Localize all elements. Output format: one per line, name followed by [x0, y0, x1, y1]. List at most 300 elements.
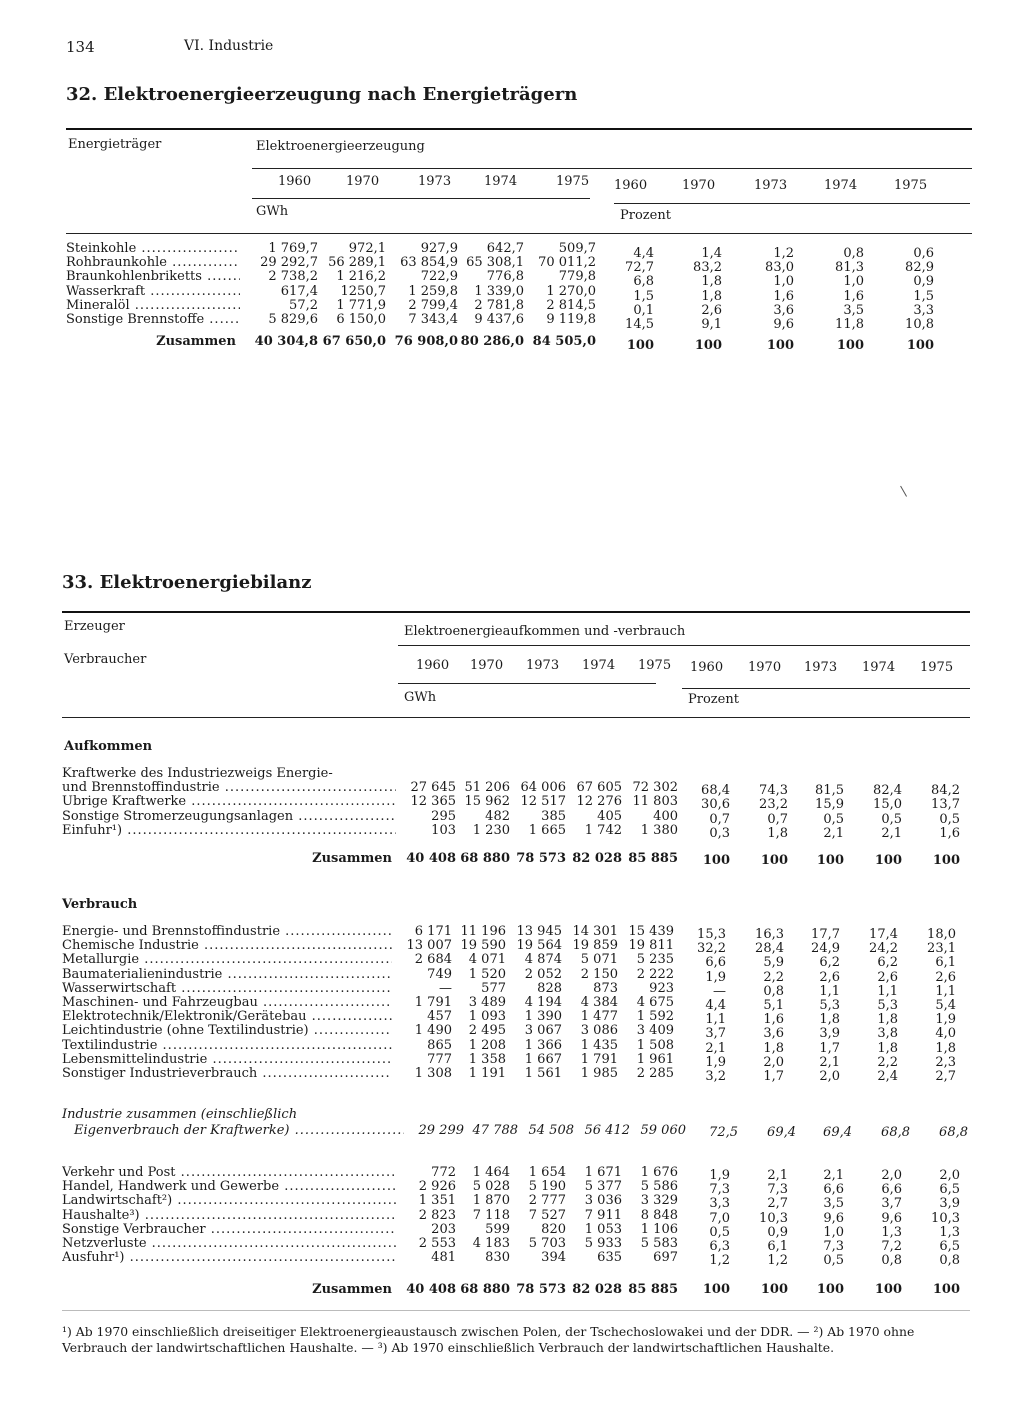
cell-7: 1,0 — [773, 274, 794, 290]
cell-1: 47 788 — [472, 1123, 518, 1138]
cell-6: 74,3 — [759, 783, 788, 799]
table-row — [62, 767, 960, 781]
table-33-other-consumers — [62, 1166, 960, 1298]
cell-2: 4 194 — [524, 995, 562, 1011]
cell-1: 1250,7 — [340, 283, 386, 299]
cell-2: 64 006 — [520, 780, 566, 796]
cell-2: 1 667 — [524, 1051, 562, 1067]
cell-9: 2,6 — [935, 969, 956, 985]
cell-1 — [456, 767, 510, 781]
t32-years-year-2: 1973 — [418, 174, 452, 189]
t32-years-year-6: 1970 — [682, 178, 716, 193]
table-33-header-bottom-rule — [62, 717, 970, 718]
row-label: Chemische Industrie ..... — [62, 939, 392, 953]
cell-2: 394 — [541, 1250, 566, 1266]
table-row — [62, 1024, 956, 1038]
cell-8: 9,6 — [881, 1210, 902, 1226]
cell-9: 100 — [932, 1282, 960, 1298]
cell-5: 6,6 — [705, 955, 726, 971]
cell-4: 72 302 — [632, 780, 678, 796]
cell-3: 1 435 — [580, 1037, 618, 1053]
cell-6: 100 — [760, 1282, 788, 1298]
cell-9: 0,8 — [939, 1253, 960, 1269]
cell-3: 1 477 — [580, 1009, 618, 1025]
cell-3: 1 671 — [584, 1165, 622, 1180]
cell-1: 1 520 — [468, 966, 506, 982]
table-row — [66, 335, 934, 349]
cell-6: 83,2 — [693, 260, 722, 276]
t33-years-year-2: 1973 — [526, 658, 560, 673]
table-row — [62, 1251, 960, 1265]
row-label: Energie- und Brennstoffindustrie ..... — [62, 925, 392, 939]
cell-0: 12 365 — [410, 794, 456, 810]
cell-8: 2,1 — [881, 825, 902, 841]
cell-8: 1,8 — [877, 1040, 898, 1056]
cell-2: 1 390 — [524, 1009, 562, 1025]
cell-8: 1,0 — [843, 274, 864, 290]
cell-9: 84,2 — [931, 783, 960, 799]
chapter-title: VI. Industrie — [184, 38, 274, 54]
t32-years-year-5: 1960 — [614, 178, 648, 193]
cell-7: 100 — [766, 338, 794, 354]
cell-3: 1 742 — [584, 822, 622, 838]
cell-0: 2 823 — [418, 1207, 456, 1223]
cell-2: 1 665 — [528, 822, 566, 838]
cell-0: 1 769,7 — [268, 241, 318, 256]
cell-3: 1 985 — [580, 1066, 618, 1082]
cell-4: 5 586 — [640, 1179, 678, 1195]
table-row — [62, 953, 956, 967]
cell-8: 5,3 — [877, 998, 898, 1014]
cell-8: 68,8 — [881, 1125, 910, 1140]
row-label: und Brennstoffindustrie ..... — [62, 781, 396, 795]
row-label: Baumaterialienindustrie ..... — [62, 968, 392, 982]
row-label: Textilindustrie ..... — [62, 1039, 392, 1053]
cell-3: 12 276 — [576, 794, 622, 810]
cell-6: 0,8 — [763, 983, 784, 999]
table-33-year-rule-left — [398, 683, 656, 684]
cell-5: 0,7 — [709, 811, 730, 827]
cell-3: 5 377 — [584, 1179, 622, 1195]
cell-2: 927,9 — [420, 241, 458, 256]
table-33-top-rule — [62, 611, 970, 613]
industrie-zusammen-label-1: Industrie zusammen (einschließlich — [62, 1107, 298, 1122]
cell-2: 1 259,8 — [408, 283, 458, 299]
cell-5: — — [713, 983, 726, 999]
table-row — [62, 1237, 960, 1251]
cell-5: 68,4 — [701, 783, 730, 799]
row-label: Handel, Handwerk und Gewerbe ..... — [62, 1180, 396, 1194]
table-33-unit-gwh: GWh — [404, 690, 437, 705]
cell-5: 72,7 — [625, 260, 654, 276]
cell-9: 1,6 — [939, 825, 960, 841]
t33-years-year-1: 1970 — [470, 658, 504, 673]
page-number: 134 — [66, 38, 95, 56]
cell-6: 23,2 — [759, 797, 788, 813]
cell-9: 2,7 — [935, 1069, 956, 1085]
cell-5: 3,2 — [705, 1069, 726, 1085]
cell-0: 1 308 — [414, 1066, 452, 1082]
table-32-stub-header: Energieträger — [68, 137, 162, 152]
cell-5: 1,5 — [633, 288, 654, 304]
cell-4: 1 592 — [636, 1009, 674, 1025]
t33-years-year-5: 1960 — [690, 660, 724, 675]
cell-9: 6,1 — [935, 955, 956, 971]
cell-2: 63 854,9 — [400, 255, 458, 271]
table-33-aufkommen — [62, 767, 960, 869]
cell-1: 56 289,1 — [328, 255, 386, 271]
cell-3 — [566, 767, 622, 781]
footnote-line-1: ¹) Ab 1970 einschließlich dreiseitiger Elektroenergieaustausch zwischen Polen, der Tschechoslowakei und der DDR. — ²) Ab 1970 ohne — [62, 1324, 915, 1339]
cell-3: 80 286,0 — [460, 334, 524, 350]
cell-7: 3,9 — [819, 1026, 840, 1042]
cell-9: 3,3 — [913, 302, 934, 318]
cell-4: 1 380 — [640, 822, 678, 838]
row-label: Kraftwerke des Industriezweigs Energie- — [62, 767, 333, 781]
cell-7: 7,3 — [823, 1239, 844, 1255]
cell-1: 1 870 — [472, 1193, 510, 1209]
cell-7: 9,6 — [773, 317, 794, 333]
cell-9: 82,9 — [905, 260, 934, 276]
cell-0: 1 351 — [418, 1193, 456, 1209]
cell-7: 2,1 — [819, 1054, 840, 1070]
cell-7: 3,5 — [823, 1196, 844, 1212]
cell-4: 2 222 — [636, 966, 674, 982]
cell-9: 1,8 — [935, 1040, 956, 1056]
cell-2: 7 343,4 — [408, 312, 458, 328]
table-33-group-header: Elektroenergieaufkommen und -verbrauch — [404, 624, 686, 639]
cell-1: 5 028 — [472, 1179, 510, 1195]
cell-1: 1 771,9 — [336, 297, 386, 313]
cell-6: 3,6 — [763, 1026, 784, 1042]
row-label: Rohbraunkohle ..... — [66, 256, 240, 270]
cell-9: 18,0 — [927, 927, 956, 942]
row-label: Ausfuhr¹) ..... — [62, 1251, 396, 1265]
cell-0: 57,2 — [289, 297, 318, 313]
cell-4: 5 235 — [636, 952, 674, 968]
cell-6: 100 — [694, 338, 722, 354]
cell-3: 642,7 — [486, 241, 524, 256]
cell-1: 1 216,2 — [336, 269, 386, 285]
cell-9: 13,7 — [931, 797, 960, 813]
cell-3: 405 — [597, 808, 622, 824]
row-label: Mineralöl ..... — [66, 299, 240, 313]
cell-8: 7,2 — [881, 1239, 902, 1255]
t32-years-year-8: 1974 — [824, 178, 858, 193]
cell-3: 82 028 — [572, 1282, 622, 1298]
cell-5: 3,3 — [709, 1196, 730, 1212]
cell-2: 76 908,0 — [394, 334, 458, 350]
row-label: Metallurgie ..... — [62, 953, 392, 967]
cell-2: 19 564 — [516, 938, 562, 954]
cell-6: 0,7 — [767, 811, 788, 827]
cell-8: 2,2 — [877, 1054, 898, 1070]
cell-7: 1,7 — [819, 1040, 840, 1056]
table-row — [62, 1053, 956, 1067]
cell-3: 1 053 — [584, 1221, 622, 1237]
cell-5: 6,8 — [633, 274, 654, 290]
cell-0: 40 408 — [406, 1282, 456, 1298]
cell-2: 2 777 — [528, 1193, 566, 1209]
cell-7 — [788, 770, 844, 784]
cell-8: 1,1 — [877, 983, 898, 999]
cell-4: 509,7 — [558, 241, 596, 256]
cell-9 — [902, 770, 960, 784]
cell-0: 865 — [427, 1037, 452, 1053]
row-label: Zusammen — [312, 852, 392, 867]
cell-2: 1 366 — [524, 1037, 562, 1053]
cell-7: 81,5 — [815, 783, 844, 799]
t33-years-year-7: 1973 — [804, 660, 838, 675]
table-row — [62, 1166, 960, 1180]
cell-5: 1,9 — [705, 969, 726, 985]
cell-8: 82,4 — [873, 783, 902, 799]
cell-8: 0,8 — [843, 246, 864, 261]
cell-6: 9,1 — [701, 317, 722, 333]
cell-6: 2,2 — [763, 969, 784, 985]
table-32-group-header: Elektroenergieerzeugung — [256, 139, 425, 154]
cell-3: 873 — [593, 980, 618, 996]
cell-8: 3,8 — [877, 1026, 898, 1042]
table-row — [62, 1010, 956, 1024]
cell-8: 2,4 — [877, 1069, 898, 1085]
cell-0: 777 — [427, 1051, 452, 1067]
row-label: Wasserkraft ..... — [66, 285, 240, 299]
table-row — [62, 810, 960, 824]
table-32-title: 32. Elektroenergieerzeugung nach Energieträgern — [66, 84, 578, 105]
section-aufkommen: Aufkommen — [64, 739, 153, 754]
cell-6: 6,1 — [767, 1239, 788, 1255]
cell-6: 1,8 — [763, 1040, 784, 1056]
cell-8: 1,6 — [843, 288, 864, 304]
cell-7: 1,0 — [823, 1224, 844, 1240]
cell-8: 6,2 — [877, 955, 898, 971]
cell-0: 103 — [431, 822, 456, 838]
cell-3: 19 859 — [572, 938, 618, 954]
cell-7: 17,7 — [811, 927, 840, 942]
cell-0: 6 171 — [414, 924, 452, 939]
cell-0: 29 299 — [418, 1123, 464, 1138]
row-label: Übrige Kraftwerke ..... — [62, 795, 396, 809]
cell-6: 16,3 — [755, 927, 784, 942]
cell-2: 12 517 — [520, 794, 566, 810]
cell-7: 0,5 — [823, 811, 844, 827]
cell-1: 1 191 — [468, 1066, 506, 1082]
cell-8: 1,3 — [881, 1224, 902, 1240]
stray-mark — [900, 485, 908, 496]
cell-9: 23,1 — [927, 941, 956, 957]
cell-5: 100 — [702, 853, 730, 869]
cell-3: 5 071 — [580, 952, 618, 968]
table-row — [62, 1209, 960, 1223]
cell-4: 84 505,0 — [532, 334, 596, 350]
cell-5: 6,3 — [709, 1239, 730, 1255]
cell-9: 0,9 — [913, 274, 934, 290]
row-label: Zusammen — [312, 1283, 392, 1298]
cell-1: 4 071 — [468, 952, 506, 968]
table-33-year-rule-right — [682, 688, 970, 689]
cell-7: 6,2 — [819, 955, 840, 971]
table-33-group-rule — [398, 645, 970, 646]
cell-7: 15,9 — [815, 797, 844, 813]
cell-5: 14,5 — [625, 317, 654, 333]
cell-8: 1,8 — [877, 1012, 898, 1028]
cell-9: 6,5 — [939, 1182, 960, 1198]
table-row — [62, 925, 956, 939]
cell-8: 0,5 — [881, 811, 902, 827]
cell-6: 1,8 — [701, 288, 722, 304]
cell-5: 3,7 — [705, 1026, 726, 1042]
row-label: Leichtindustrie (ohne Textilindustrie) ..... — [62, 1024, 392, 1038]
cell-6 — [730, 770, 788, 784]
table-33-industrie-zusammen — [62, 1124, 968, 1138]
cell-5: 72,5 — [709, 1125, 738, 1140]
cell-0: 2 738,2 — [268, 269, 318, 285]
cell-2: 1 561 — [524, 1066, 562, 1082]
footnote-rule — [62, 1310, 970, 1311]
cell-7: 2,1 — [823, 1168, 844, 1183]
table-row — [62, 795, 960, 809]
cell-9: 1,3 — [939, 1224, 960, 1240]
cell-1: 15 962 — [464, 794, 510, 810]
cell-1: 51 206 — [464, 780, 510, 796]
row-label: Sonstige Brennstoffe ..... — [66, 313, 240, 327]
row-label: Eigenverbrauch der Kraftwerke) ..... — [62, 1124, 404, 1138]
cell-6: 100 — [760, 853, 788, 869]
cell-1: 1 208 — [468, 1037, 506, 1053]
cell-7: 1,1 — [819, 983, 840, 999]
t32-years-year-0: 1960 — [278, 174, 312, 189]
t32-years-year-4: 1975 — [556, 174, 590, 189]
cell-0: 295 — [431, 808, 456, 824]
cell-1: 6 150,0 — [336, 312, 386, 328]
cell-9: 1,1 — [935, 983, 956, 999]
t33-years-year-6: 1970 — [748, 660, 782, 675]
cell-8: 6,6 — [881, 1182, 902, 1198]
cell-5: 2,1 — [705, 1040, 726, 1056]
cell-6: 2,1 — [767, 1168, 788, 1183]
cell-5: 1,9 — [705, 1054, 726, 1070]
cell-4: 697 — [653, 1250, 678, 1266]
cell-4: 1 508 — [636, 1037, 674, 1053]
cell-4: 2 285 — [636, 1066, 674, 1082]
cell-2: 4 874 — [524, 952, 562, 968]
cell-6: 1,7 — [763, 1069, 784, 1085]
table-row — [62, 781, 960, 795]
cell-1: 4 183 — [472, 1236, 510, 1252]
cell-7: 2,0 — [819, 1069, 840, 1085]
cell-7: 2,6 — [819, 969, 840, 985]
cell-1: 1 093 — [468, 1009, 506, 1025]
cell-6: 1,2 — [767, 1253, 788, 1269]
cell-0: 457 — [427, 1009, 452, 1025]
cell-1: 19 590 — [460, 938, 506, 954]
cell-2: 5 703 — [528, 1236, 566, 1252]
cell-4: 5 583 — [640, 1236, 678, 1252]
row-label: Sonstiger Industrieverbrauch ..... — [62, 1067, 392, 1081]
cell-5: 1,2 — [709, 1253, 730, 1269]
row-label: Haushalte³) ..... — [62, 1209, 396, 1223]
footnote-line-2: Verbrauch der landwirtschaftlichen Haushalte. — ³) Ab 1970 einschließlich Verbrauch der landwirtschaftlichen Haushalte. — [62, 1340, 835, 1355]
table-row — [62, 1283, 960, 1297]
cell-9: 100 — [932, 853, 960, 869]
cell-0: 13 007 — [406, 938, 452, 954]
cell-8: 15,0 — [873, 797, 902, 813]
cell-9: 68,8 — [939, 1125, 968, 1140]
cell-0: 5 829,6 — [268, 312, 318, 328]
cell-0: 40 408 — [406, 851, 456, 867]
cell-0 — [396, 767, 456, 781]
cell-5: 1,1 — [705, 1012, 726, 1028]
cell-1: 11 196 — [460, 924, 506, 939]
cell-2: 3 067 — [524, 1023, 562, 1039]
cell-3: 635 — [597, 1250, 622, 1266]
cell-4 — [622, 767, 678, 781]
cell-4: 923 — [649, 980, 674, 996]
cell-4: 3 409 — [636, 1023, 674, 1039]
cell-5: 32,2 — [697, 941, 726, 957]
cell-9: 0,6 — [913, 246, 934, 261]
cell-7: 1,2 — [773, 246, 794, 261]
table-row — [62, 852, 960, 866]
table-row — [62, 1223, 960, 1237]
cell-3: 4 384 — [580, 995, 618, 1011]
cell-1: 68 880 — [460, 1282, 510, 1298]
cell-0: 749 — [427, 966, 452, 982]
cell-5: 4,4 — [633, 246, 654, 261]
cell-4: 15 439 — [628, 924, 674, 939]
table-32-body — [66, 241, 934, 354]
table-32-header-bottom-rule — [66, 233, 972, 234]
cell-1: 67 650,0 — [322, 334, 386, 350]
cell-9: 1,5 — [913, 288, 934, 304]
cell-6: 1,8 — [767, 825, 788, 841]
table-row — [66, 242, 934, 256]
cell-0: 2 553 — [418, 1236, 456, 1252]
cell-9: 2,0 — [939, 1168, 960, 1183]
cell-4: 70 011,2 — [538, 255, 596, 271]
row-label: Zusammen — [156, 335, 236, 350]
cell-3: 56 412 — [584, 1123, 630, 1138]
cell-4: 2 814,5 — [546, 297, 596, 313]
cell-2: 1 654 — [528, 1165, 566, 1180]
table-33-stub-erzeuger: Erzeuger — [64, 619, 125, 634]
cell-9: 10,3 — [931, 1210, 960, 1226]
cell-6: 5,1 — [763, 998, 784, 1014]
cell-9: 0,5 — [939, 811, 960, 827]
cell-5: 15,3 — [697, 927, 726, 942]
cell-8: 100 — [874, 853, 902, 869]
cell-0: 40 304,8 — [254, 334, 318, 350]
cell-4: 779,8 — [558, 269, 596, 285]
table-row — [62, 968, 956, 982]
cell-6: 69,4 — [767, 1125, 796, 1140]
cell-2: 7 527 — [528, 1207, 566, 1223]
cell-9: 1,9 — [935, 1012, 956, 1028]
cell-4: 11 803 — [632, 794, 678, 810]
cell-7: 100 — [816, 853, 844, 869]
table-row — [62, 1039, 956, 1053]
cell-6: 2,7 — [767, 1196, 788, 1212]
cell-0: 617,4 — [280, 283, 318, 299]
cell-8: 2,6 — [877, 969, 898, 985]
row-label: Sonstige Verbraucher ..... — [62, 1223, 396, 1237]
t33-years-year-0: 1960 — [416, 658, 450, 673]
t32-years-year-7: 1973 — [754, 178, 788, 193]
cell-9: 10,8 — [905, 317, 934, 333]
cell-9: 2,3 — [935, 1054, 956, 1070]
cell-0: 772 — [431, 1165, 456, 1180]
